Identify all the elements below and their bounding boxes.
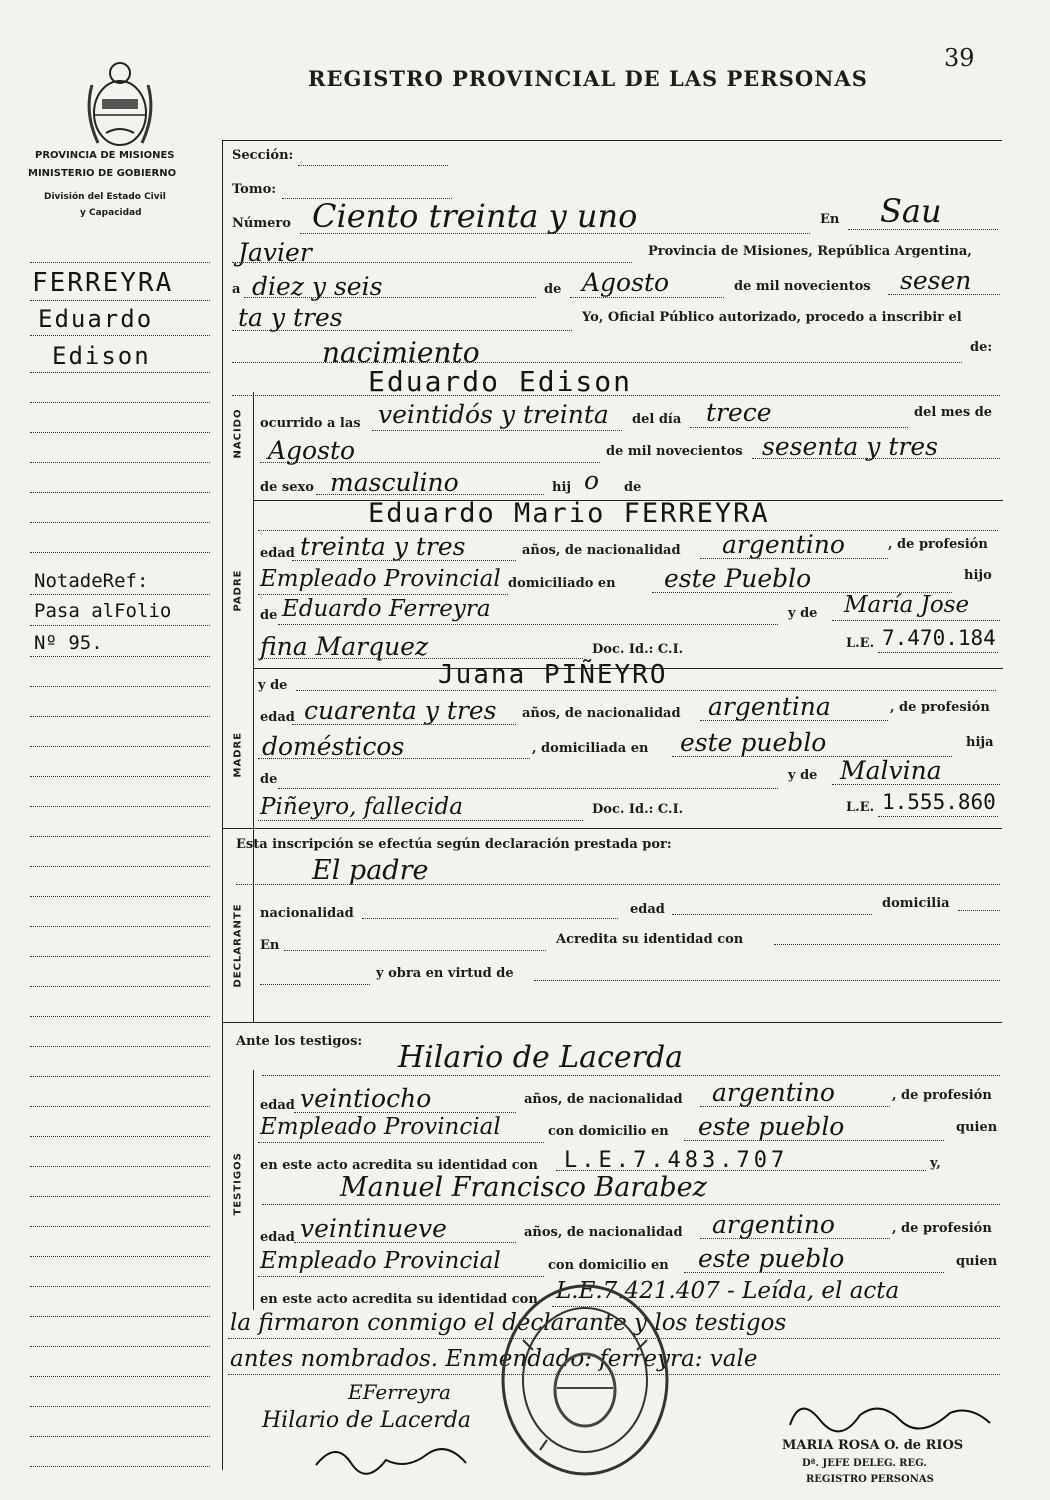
madre-le: 1.555.860: [882, 790, 996, 814]
testigo1-edad: veintiocho: [300, 1084, 432, 1113]
label-ocurrido: ocurrido a las: [260, 416, 361, 431]
padre-nombre: Eduardo Mario FERREYRA: [368, 498, 770, 529]
testigo2-doc: L.E.7.421.407 - Leída, el acta: [556, 1278, 900, 1304]
official-seal-icon: [495, 1280, 675, 1480]
label-decl-edad: edad: [630, 902, 665, 917]
sexo-value: masculino: [330, 468, 459, 497]
label-t2-quien: quien: [956, 1254, 998, 1269]
label-de-mes: de: [544, 282, 562, 297]
label-madre-anios: años, de nacionalidad: [522, 706, 681, 721]
office-line-4: y Capacidad: [80, 208, 142, 218]
declarante-quien: El padre: [312, 855, 429, 886]
madre-edad: cuarenta y tres: [304, 696, 497, 725]
dia-nac-value: trece: [706, 398, 772, 427]
label-t2-acredita: en este acto acredita su identidad con: [260, 1292, 538, 1307]
label-t2-domicilio: con domicilio en: [548, 1258, 669, 1273]
office-line-1: PROVINCIA DE MISIONES: [35, 150, 175, 161]
testigo2-nacionalidad: argentino: [712, 1210, 835, 1239]
label-t1-acredita: en este acto acredita su identidad con: [260, 1158, 538, 1173]
testigo1-profesion: Empleado Provincial: [260, 1114, 501, 1140]
testigo1-doc: L.E.7.483.707: [564, 1148, 789, 1173]
closing-line-1: la firmaron conmigo el declarante y los testigos: [230, 1310, 787, 1336]
label-padre-anios: años, de nacionalidad: [522, 543, 681, 558]
label-madre-domiciliada: , domiciliada en: [532, 741, 649, 756]
label-madre-de: de: [260, 772, 278, 787]
madre-nombre: Juana PIÑEYRO: [438, 660, 668, 690]
officer-title: Dª. JEFE DELEG. REG.: [802, 1458, 927, 1469]
label-padre-y-de: y de: [788, 606, 818, 621]
madre-madre-2: Piñeyro, fallecida: [260, 794, 463, 820]
label-padre-de: de: [260, 608, 278, 623]
dia-value: diez y seis: [252, 272, 383, 301]
label-t2-anios: años, de nacionalidad: [524, 1225, 683, 1240]
madre-domicilio: este pueblo: [680, 728, 827, 757]
label-del-dia: del día: [632, 412, 682, 427]
hij-suffix: o: [584, 466, 600, 495]
side-label-declarante: DECLARANTE: [232, 903, 244, 988]
padre-madre-1: María Jose: [844, 592, 970, 618]
testigo2-edad: veintinueve: [300, 1214, 447, 1243]
hora-value: veintidós y treinta: [378, 400, 609, 429]
label-decl-acredita: Acredita su identidad con: [556, 932, 744, 947]
label-de-sexo: de sexo: [260, 480, 314, 495]
madre-nacionalidad: argentina: [708, 692, 831, 721]
label-tomo: Tomo:: [232, 182, 277, 197]
label-t1-domicilio: con domicilio en: [548, 1124, 669, 1139]
label-t1-edad: edad: [260, 1098, 295, 1113]
margin-name-2: Edison: [52, 342, 151, 370]
label-ante-testigos: Ante los testigos:: [236, 1034, 363, 1049]
testigo1-domicilio: este pueblo: [698, 1112, 845, 1141]
label-madre-le: L.E.: [846, 800, 875, 815]
margin-note-3: Nº 95.: [34, 632, 103, 654]
padre-le: 7.470.184: [882, 626, 996, 650]
margin-surname: FERREYRA: [32, 268, 174, 298]
header-rule: [222, 140, 1002, 141]
label-madre-doc: Doc. Id.: C.I.: [592, 802, 684, 817]
padre-profesion: Empleado Provincial: [260, 566, 501, 592]
label-padre-profesion: , de profesión: [888, 537, 988, 552]
acto-value: nacimiento: [322, 336, 480, 369]
folio-number: 39: [944, 44, 975, 72]
coat-of-arms-icon: [78, 55, 162, 155]
side-label-madre: MADRE: [232, 731, 244, 778]
label-decl-domicilia: domicilia: [882, 896, 950, 911]
label-de-mil-nac: de mil novecientos: [606, 444, 743, 459]
officer-office: REGISTRO PERSONAS: [806, 1474, 934, 1485]
label-hij: hij: [552, 480, 572, 495]
label-padre-hijo: hijo: [964, 568, 992, 583]
label-esta-inscripcion: Esta inscripción se efectúa según declaración prestada por:: [236, 837, 672, 852]
office-line-3: División del Estado Civil: [44, 192, 166, 202]
label-padre-le: L.E.: [846, 636, 875, 651]
lugar-value: Javier: [238, 238, 312, 267]
side-label-padre: PADRE: [232, 569, 244, 612]
label-de-colon: de:: [970, 340, 993, 355]
padre-nacionalidad: argentino: [722, 530, 845, 559]
label-provincia: Provincia de Misiones, República Argentina,: [648, 244, 972, 259]
label-madre-hija: hija: [966, 735, 994, 750]
anio-nac-value: sesenta y tres: [762, 432, 938, 461]
label-madre-y-de: y de: [258, 678, 288, 693]
label-t1-y: y,: [930, 1156, 941, 1171]
label-padre-domiciliado: domiciliado en: [508, 576, 616, 591]
padre-edad: treinta y tres: [300, 532, 466, 561]
label-del-mes: del mes de: [914, 405, 993, 420]
signature-declarante: EFerreyra: [348, 1380, 451, 1404]
mes-value: Agosto: [582, 268, 670, 297]
testigo2-profesion: Empleado Provincial: [260, 1248, 501, 1274]
mes-nac-value: Agosto: [268, 436, 356, 465]
label-t2-edad: edad: [260, 1230, 295, 1245]
label-seccion: Sección:: [232, 148, 294, 163]
label-yo: Yo, Oficial Público autorizado, procedo a inscribir el: [582, 310, 962, 325]
anio-value-2: ta y tres: [238, 303, 343, 332]
label-en: En: [820, 212, 840, 227]
label-padre-edad: edad: [260, 546, 295, 561]
label-de-hij: de: [624, 480, 642, 495]
nombre-value: Eduardo Edison: [368, 365, 633, 398]
padre-domicilio: este Pueblo: [664, 564, 812, 593]
label-a: a: [232, 282, 241, 297]
margin-divider: [222, 140, 223, 1470]
madre-madre: Malvina: [840, 756, 942, 785]
label-t2-profesion: , de profesión: [892, 1221, 992, 1236]
office-line-2: MINISTERIO DE GOBIERNO: [28, 168, 177, 179]
testigo1-nombre: Hilario de Lacerda: [398, 1040, 684, 1075]
padre-madre-2: fina Marquez: [260, 632, 429, 661]
label-madre-profesion: , de profesión: [890, 700, 990, 715]
signature-testigo: Hilario de Lacerda: [262, 1408, 472, 1433]
label-t1-quien: quien: [956, 1120, 998, 1135]
side-label-nacido: NACIDO: [232, 408, 244, 459]
closing-line-2: antes nombrados. Enmendado: ferreyra: vale: [230, 1346, 758, 1372]
testigo2-domicilio: este pueblo: [698, 1244, 845, 1273]
label-padre-doc: Doc. Id.: C.I.: [592, 642, 684, 657]
testigos-divider: [253, 1070, 254, 1310]
officer-name: MARIA ROSA O. de RIOS: [782, 1438, 964, 1453]
margin-note-1: NotadeRef:: [34, 570, 149, 592]
anio-value-1: sesen: [900, 266, 972, 295]
label-t1-anios: años, de nacionalidad: [524, 1092, 683, 1107]
numero-value: Ciento treinta y uno: [312, 197, 638, 235]
margin-note-2: Pasa alFolio: [34, 600, 172, 622]
en-value: Sau: [880, 192, 942, 230]
section-divider: [253, 392, 254, 1022]
side-label-testigos: TESTIGOS: [232, 1152, 244, 1216]
signature-scribble-icon: [306, 1435, 476, 1475]
label-de-mil: de mil novecientos: [734, 279, 871, 294]
label-madre-abuela-y-de: y de: [788, 768, 818, 783]
label-decl-en: En: [260, 938, 280, 953]
padre-padre: Eduardo Ferreyra: [282, 596, 491, 622]
label-decl-obra: y obra en virtud de: [376, 966, 514, 981]
testigo2-nombre: Manuel Francisco Barabez: [340, 1172, 707, 1203]
label-decl-nacionalidad: nacionalidad: [260, 906, 354, 921]
label-madre-edad: edad: [260, 710, 295, 725]
testigo1-nacionalidad: argentino: [712, 1078, 835, 1107]
label-numero: Número: [232, 216, 291, 231]
margin-name-1: Eduardo: [38, 305, 154, 333]
madre-profesion: domésticos: [262, 732, 405, 761]
label-t1-profesion: , de profesión: [892, 1088, 992, 1103]
document-title: REGISTRO PROVINCIAL DE LAS PERSONAS: [308, 66, 868, 91]
officer-signature-icon: [780, 1395, 1000, 1435]
